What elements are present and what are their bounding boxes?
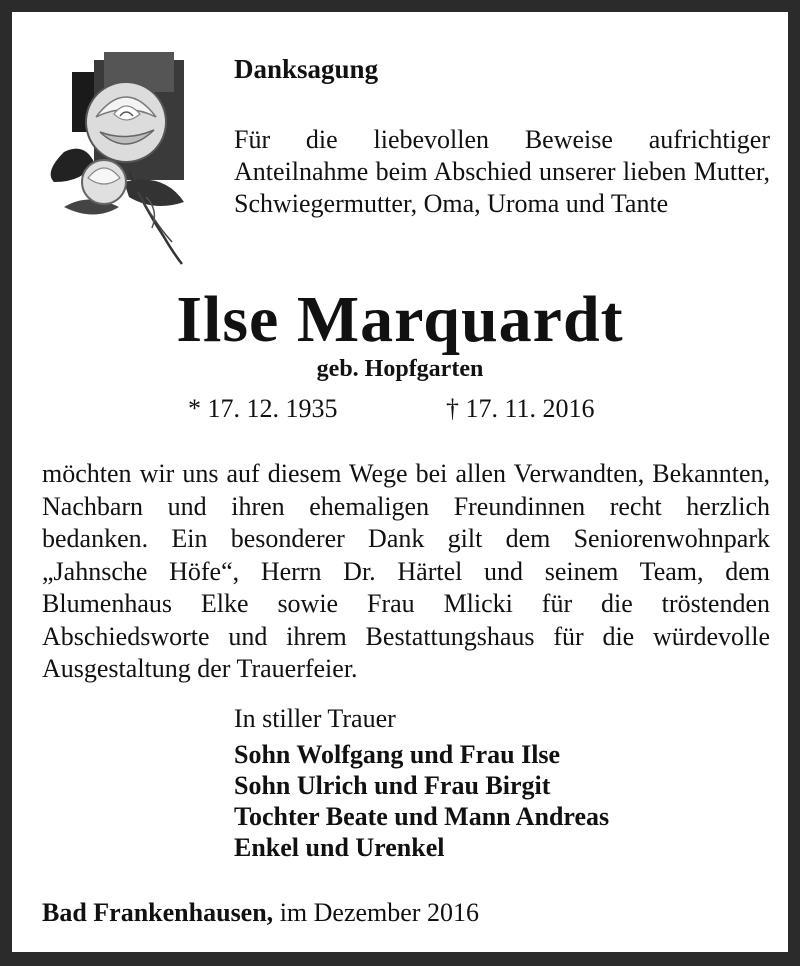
death-date: † 17. 11. 2016: [446, 394, 595, 423]
obituary-notice: [12, 12, 788, 952]
closing-line: [42, 898, 479, 928]
maiden-name: geb. Hopfgarten: [316, 356, 484, 382]
heading: Danksagung: [234, 54, 379, 84]
thanks-text: möchten wir uns auf diesem Wege bei allen Verwandten, Bekannten, Nachbarn und ihren ehemaligen Freundinnen recht herzlich bedanken. Ein besonderer Dank gilt dem Seniorenwohnpark „Jahnsche Höfe“, Herrn Dr. Härtel und seinem Team, dem Blumenhaus Elke sowie Frau Mlicki für die tröstenden Abschiedsworte und ihrem Bestattungshaus für die würdevolle Ausgestaltung der Trauerfeier.: [42, 459, 770, 683]
mourner-item: Sohn Ulrich und Frau Birgit: [234, 771, 551, 800]
mourning-label: In stiller Trauer: [234, 704, 396, 733]
deceased-name: Ilse Marquardt: [176, 283, 624, 356]
closing-place: Bad Frankenhausen,: [42, 898, 274, 927]
closing-date: im Dezember 2016: [279, 898, 479, 927]
mourners-list: [234, 739, 609, 863]
birth-date: * 17. 12. 1935: [188, 394, 338, 423]
rose-illustration: [34, 32, 194, 272]
mourner-item: Enkel und Urenkel: [234, 833, 445, 862]
mourner-item: Tochter Beate und Mann Andreas: [234, 802, 610, 831]
intro-text: Für die liebevollen Beweise aufrichtiger Anteilnahme beim Abschied unserer lieben Mutter, Schwiegermutter, Oma, Uroma und Tante: [234, 125, 770, 218]
mourner-item: Sohn Wolfgang und Frau Ilse: [234, 740, 561, 769]
